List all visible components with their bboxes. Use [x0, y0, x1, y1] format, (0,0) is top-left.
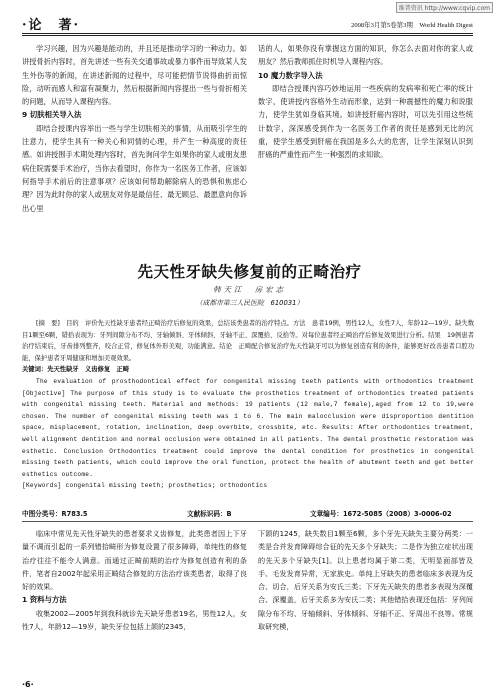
abstract-chinese: [摘 要] 目的 评价先天性缺牙患者经正畸治疗后修复的效果，总结该类患者的治疗特点。方法 患者19例，男性12人，女性7人，年龄12—19岁。缺失数目1颗至6颗，错拾表现为：牙列间隙分布不均、牙轴倾斜、牙体倾斜、牙轴不正、深覆拾、反拾等。对每位患者经正畸治疗后修复效果进行分析。结果 19例患者治疗结束后，牙齿排列整齐，咬合正常，修复体外形美观，功能满意。结论 正畸配合修复治疗先天性缺牙可以为修复创造有利的条件，能够更好改善患者口腔功能，保护患者牙周健康和增加美观效果。	[22, 320, 474, 362]
journal-info: 2008年3月第5卷第3期 World Health Digest	[351, 22, 473, 29]
lower-left-column	[22, 527, 247, 633]
author-affiliation: （成都市第三人民医院 610031）	[195, 299, 304, 307]
keywords-english: [Keywords] congenital missing teeth; prosthetics; orthodontics	[22, 482, 268, 490]
header-rule	[22, 33, 473, 34]
paragraph: 即结合授课内容举出一些与学生切肤相关的事情，从而吸引学生的注意力，使学生具有一种关心和同情的心理，并产生一种高度的责任感。如讲授围手术期处理内容时，首先询问学生如果你的家人或朋友患病住院需要手术治疗，当你去看望时，你作为一名医务工作者，应该如何指导手术前后的注意事项？应该如何帮助解除病人的恐惧和焦虑心理？因为此时你的家人或朋友对你是最信任、最无顾忌、最愿意向你诉出心里	[22, 123, 247, 213]
section-heading: 1 资料与方法	[22, 595, 67, 605]
paragraph: 临床中常见先天性牙缺失的患者要求义齿修复，此类患者因上下牙量不调而引起的一系列错拾畸形为修复设置了很多障碍，单纯性的修复治疗往往不能令人满意。而通过正畸前期的治疗为修复创造有利的条件，笔者自2002年起采用正畸结合修复的方法治疗该类患者，取得了良好的效果。	[22, 529, 247, 592]
article-number: 文章编号：1672-5085（2008）3-0006-02	[310, 510, 452, 518]
paragraph: 即结合授课内容巧妙地运用一些疾病的发病率和死亡率的统计数字，使讲授内容格外生动而形象，达到一种震撼性的魔力和说服力，使学生犹如身临其境。如讲授肝癌内容时，可以先引用这些统计数字，深深感受到作为一名医务工作者的责任是感到无比的沉重，使学生感受到肝癌在我国是多么大的危害，让学生深刻认识到肝癌的严重性而产生一种强烈的求知欲。	[258, 83, 473, 160]
paragraph: 收集2002—2005年到我科就诊先天缺牙患者19名，男性12人，女性7人，年龄12—19岁，缺失牙位包括上颌的2345，	[22, 608, 247, 632]
paragraph: 学习兴趣，因为兴趣是能动的，并且还是推动学习的一种动力。如讲授骨折内容时，首先讲述一些有关交通事故或暴力事件而导致某人发生外伤等的新闻，在讲述新闻的过程中，尽可能把情节说得曲折而惊险，动听而感人和富有凝聚力，然后根据新闻内容提出一些与骨折相关的问题，从而导入课程内容。	[22, 44, 247, 107]
lower-right-column	[258, 527, 473, 633]
section-heading: 9 切肤相关导入法	[22, 110, 82, 120]
paragraph: 下颌的1245，缺失数目1颗至6颗，多个牙先天缺失主要分两类：一类是合并发育障碍综合征的先天多个牙缺失；二是作为独立症状出现的先天多个牙缺失[1]。以上患者均属于第二类，无明显面部皆及手、毛发发育异常，无家族史。单纯上牙缺失的患者临床多表现为反合、切合，后牙关系为安氏三类；下牙先天缺失的患者多表现为深覆合、深覆盖，后牙关系多为安氏二类；其他错拾表现还包括：牙列间隙分布不均、牙轴倾斜、牙体倾斜、牙轴不正、牙周出不良等。常规取研究模，	[258, 529, 473, 632]
abstract-english: The evaluation of prosthodontical effect for congenital missing teeth patients with orthodontics treatment [Objective] The purpose of this study is to evaluate the prosthetics treatment of orthodontics treated patients with congenital missing teeth. Material and methods: 19 patients (12 male,7 female),aged from 12 to 19,were chosen. The number of congenital missing teeth was 1 to 6. The main malocclusion were disproportion dentition space, misplacement, rotation, inclination, deep overbite, crossbite, etc. Results: After orthodontics treatment, well alignment dentition and normal occlusion were obtained in all patients. The dental prosthetic restoration was esthetic. Conclusion Orthodontics treatment could improve the dental condition for prosthetics in congenital missing teeth patients, which could improve the oral function, protect the health of abutment teeth and get better esthetics outcome.	[22, 377, 474, 478]
upper-left-column	[22, 42, 247, 215]
section-label: ·论 著·	[22, 18, 81, 33]
clc-number: 中图分类号：R783.5	[22, 510, 88, 518]
watermark: 维普资讯 http://www.cqvip.com	[396, 2, 493, 13]
article-authors: 韩天江 房宏志	[213, 285, 286, 294]
document-code: 文献标识码：B	[187, 510, 232, 518]
abstract-block	[22, 318, 474, 492]
page-number: ·6·	[22, 680, 34, 689]
article-title: 先天性牙缺失修复前的正畸治疗	[137, 262, 362, 281]
keywords-chinese: 关键词：先天性缺牙 义齿修复 正畸	[22, 366, 130, 374]
paragraph: 话的人，如果你没有掌握这方面的知识，你怎么去面对你的家人或朋友？然后教师抓住时机导入课程内容。	[258, 44, 473, 67]
upper-right-column	[258, 42, 473, 162]
header-rule-thin	[22, 35, 473, 36]
body-rule	[22, 521, 473, 522]
section-heading: 10 魔力数字导入法	[258, 70, 323, 80]
